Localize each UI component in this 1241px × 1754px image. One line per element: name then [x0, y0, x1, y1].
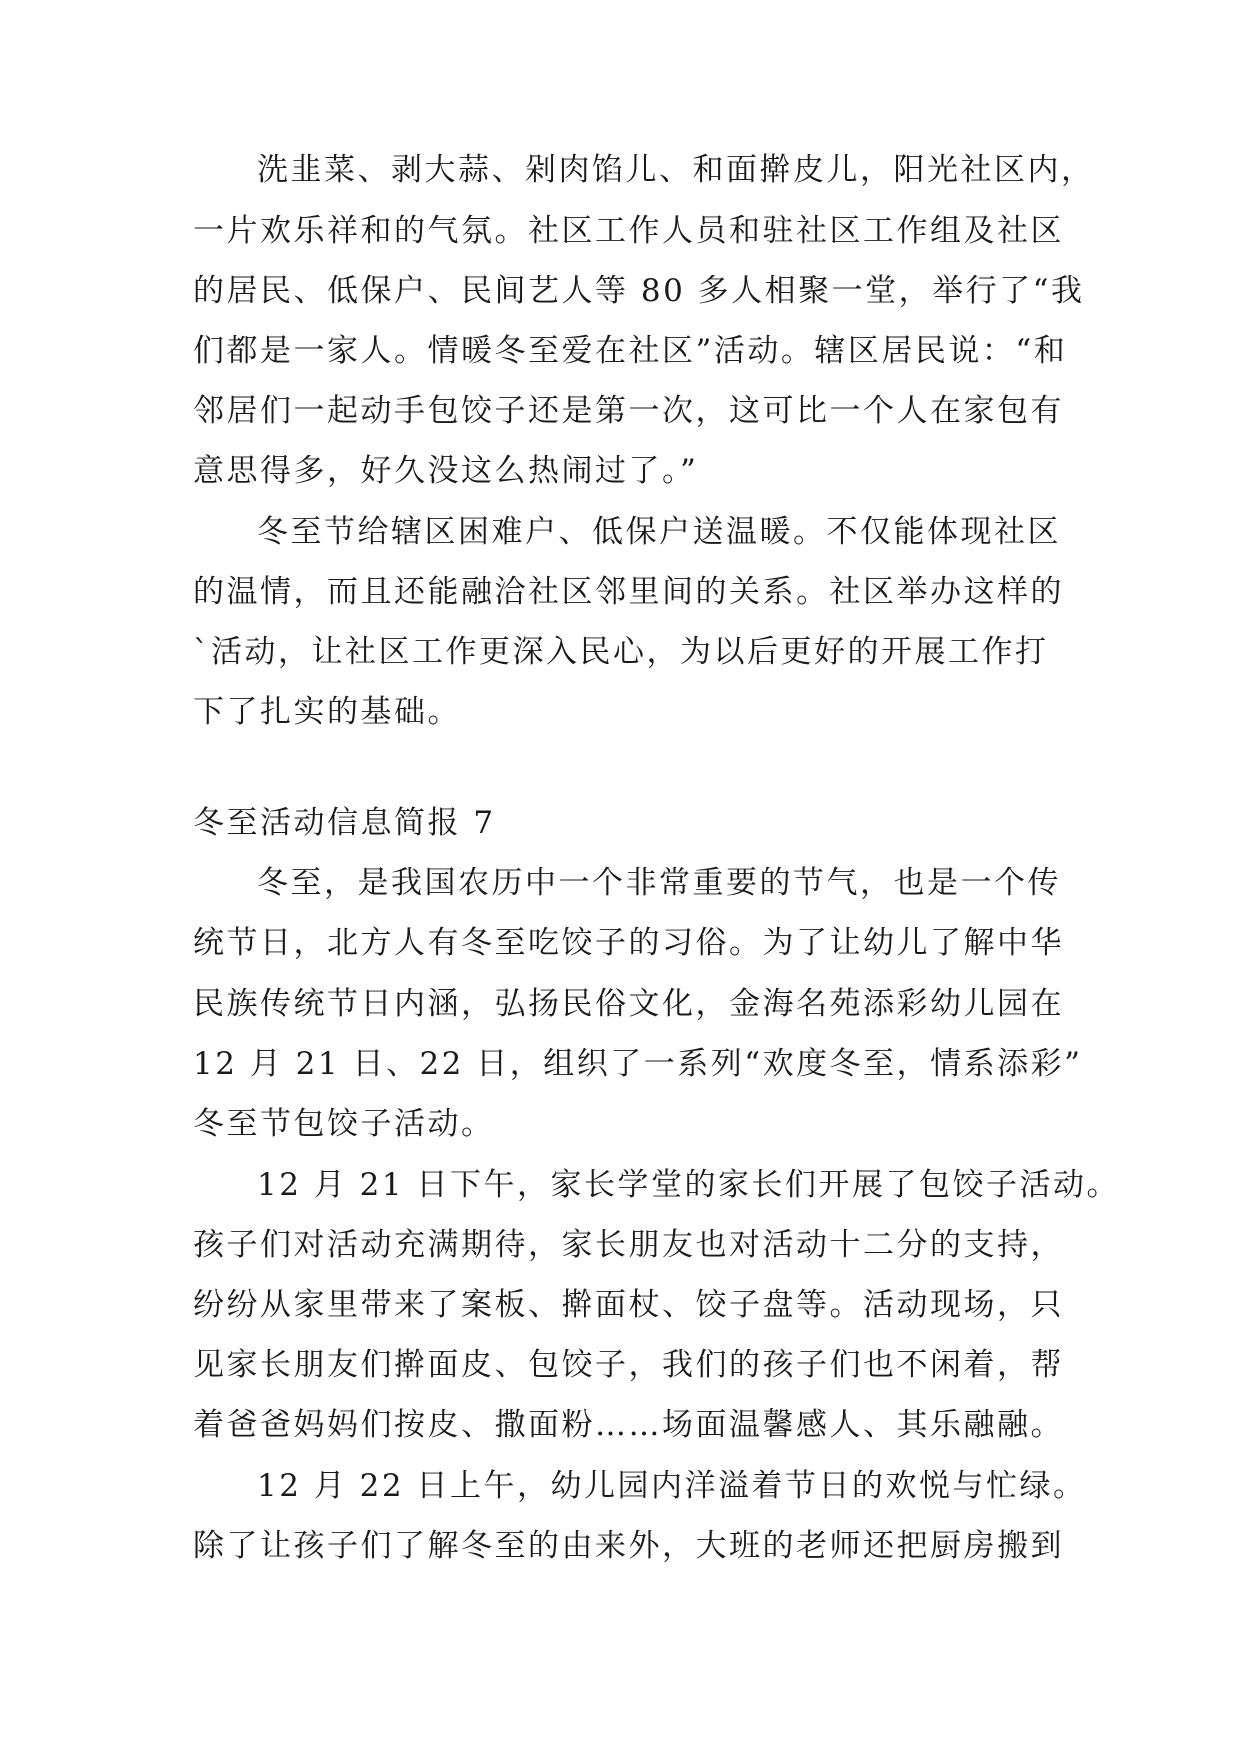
- text-line: 冬至，是我国农历中一个非常重要的节气，也是一个传: [257, 865, 1061, 901]
- text-line: 冬至节给辖区困难户、低保户送温暖。不仅能体现社区: [257, 514, 1061, 550]
- text-line: 们都是一家人。情暖冬至爱在社区”活动。辖区居民说：“和: [193, 333, 1068, 369]
- text-line: 的居民、低保户、民间艺人等 80 多人相聚一堂，举行了“我: [193, 273, 1085, 309]
- text-line: 纷纷从家里带来了案板、擀面杖、饺子盘等。活动现场，只: [193, 1287, 1064, 1323]
- text-line: 除了让孩子们了解冬至的由来外，大班的老师还把厨房搬到: [193, 1528, 1064, 1564]
- text-line: 12 月 21 日、22 日，组织了一系列“欢度冬至，情系添彩”: [193, 1046, 1083, 1082]
- text-line: 统节日，北方人有冬至吃饺子的习俗。为了让幼儿了解中华: [193, 925, 1064, 961]
- text-line: 着爸爸妈妈们按皮、撒面粉……场面温馨感人、其乐融融。: [193, 1407, 1064, 1443]
- text-line: 见家长朋友们擀面皮、包饺子，我们的孩子们也不闲着，帮: [193, 1347, 1064, 1383]
- text-line: `活动，让社区工作更深入民心，为以后更好的开展工作打: [193, 634, 1049, 670]
- text-line: 孩子们对活动充满期待，家长朋友也对活动十二分的支持，: [193, 1227, 1064, 1263]
- text-line: 一片欢乐祥和的气氛。社区工作人员和驻社区工作组及社区: [193, 213, 1064, 249]
- section-heading: 冬至活动信息简报 7: [193, 805, 496, 841]
- text-line: 下了扎实的基础。: [193, 694, 461, 730]
- text-line: 邻居们一起动手包饺子还是第一次，这可比一个人在家包有: [193, 393, 1064, 429]
- text-line: 冬至节包饺子活动。: [193, 1106, 495, 1142]
- text-line: 12 月 22 日上午，幼儿园内洋溢着节日的欢悦与忙绿。: [257, 1468, 1087, 1504]
- text-line: 12 月 21 日下午，家长学堂的家长们开展了包饺子活动。: [257, 1167, 1120, 1203]
- text-line: 的温情，而且还能融洽社区邻里间的关系。社区举办这样的: [193, 574, 1064, 610]
- text-line: 意思得多，好久没这么热闹过了。”: [193, 453, 699, 489]
- text-line: 民族传统节日内涵，弘扬民俗文化，金海名苑添彩幼儿园在: [193, 986, 1064, 1022]
- text-line: 洗韭菜、剥大蒜、剁肉馅儿、和面擀皮儿，阳光社区内，: [257, 152, 1095, 188]
